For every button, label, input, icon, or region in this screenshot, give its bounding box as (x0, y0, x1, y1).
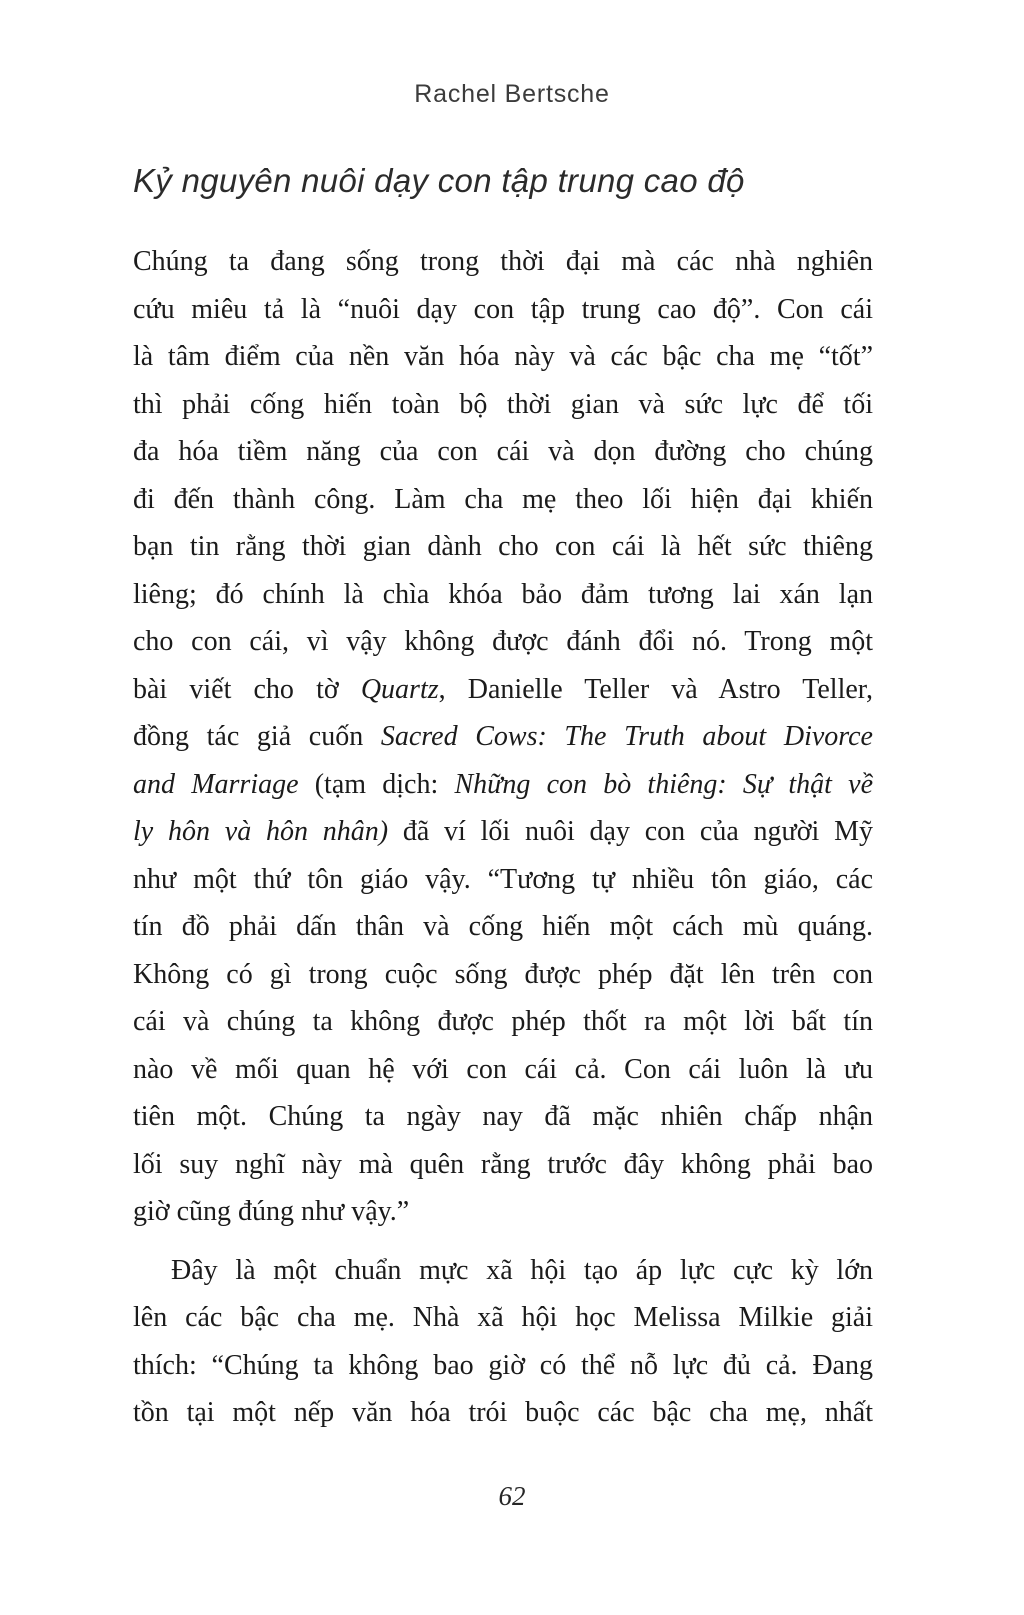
text-segment: Chúng ta đang sống trong thời đại mà các nhà nghiên (133, 246, 873, 277)
text-segment: thì phải cống hiến toàn bộ thời gian và sức lực để tối (133, 388, 873, 420)
text-segment: giờ cũng đúng như vậy.” (133, 1196, 410, 1227)
text-segment: như một thứ tôn giáo vậy. “Tương tự nhiều tôn giáo, các (133, 863, 873, 895)
text-segment: liêng; đó chính là chìa khóa bảo đảm tương lai xán lạn (133, 578, 873, 610)
text-segment: đồng tác giả cuốn (133, 721, 381, 752)
text-line (133, 381, 873, 429)
text-segment: thích: “Chúng ta không bao giờ có thể nỗ lực đủ cả. Đang (133, 1349, 873, 1381)
text-line (133, 903, 873, 951)
text-segment: and Marriage (133, 768, 299, 800)
text-line (133, 1188, 873, 1236)
text-segment: là tâm điểm của nền văn hóa này và các bậc cha mẹ “tốt” (133, 341, 873, 372)
text-line (133, 998, 873, 1046)
text-segment: tồn tại một nếp văn hóa trói buộc các bậc cha mẹ, nhất (133, 1397, 873, 1428)
text-line (133, 476, 873, 524)
text-line (133, 808, 873, 856)
text-segment: cái và chúng ta không được phép thốt ra một lời bất tín (133, 1006, 873, 1037)
paragraph (133, 1247, 873, 1437)
text-segment: Quartz (360, 673, 439, 705)
text-segment: nào về mối quan hệ với con cái cả. Con cái luôn là ưu (133, 1053, 873, 1085)
text-line (133, 1046, 873, 1094)
text-segment: lối suy nghĩ này mà quên rằng trước đây không phải bao (133, 1148, 873, 1180)
text-line (133, 713, 873, 761)
text-segment: tiên một. Chúng ta ngày nay đã mặc nhiên chấp nhận (133, 1101, 873, 1132)
section-heading: Kỷ nguyên nuôi dạy con tập trung cao độ (133, 162, 745, 199)
text-line (133, 238, 873, 286)
text-segment: đã ví lối nuôi dạy con của người Mỹ (388, 816, 873, 847)
text-line (133, 618, 873, 666)
paragraph (133, 238, 873, 1236)
text-segment: bài viết cho tờ (133, 673, 361, 705)
text-segment: đa hóa tiềm năng của con cái và dọn đường cho chúng (133, 436, 873, 467)
body-text (133, 238, 873, 1437)
text-line (133, 856, 873, 904)
text-segment: (tạm dịch: (298, 768, 455, 800)
text-line (133, 761, 873, 809)
running-header-author: Rachel Bertsche (414, 80, 610, 108)
text-segment: bạn tin rằng thời gian dành cho con cái là hết sức thiêng (133, 531, 873, 562)
text-line (133, 1389, 873, 1437)
text-line (133, 951, 873, 999)
text-line (133, 1342, 873, 1390)
text-segment: Những con bò thiêng: Sự thật về (454, 768, 874, 800)
text-line (133, 1294, 873, 1342)
text-line (133, 666, 873, 714)
text-line (133, 523, 873, 571)
text-segment: đi đến thành công. Làm cha mẹ theo lối hiện đại khiến (133, 483, 873, 515)
text-segment: Sacred Cows: The Truth about Divorce (380, 721, 873, 752)
text-line (133, 1093, 873, 1141)
text-segment: tín đồ phải dấn thân và cống hiến một cách mù quáng. (133, 911, 873, 942)
text-segment: cứu miêu tả là “nuôi dạy con tập trung cao độ”. Con cái (133, 293, 873, 325)
text-line (133, 333, 873, 381)
text-segment: lên các bậc cha mẹ. Nhà xã hội học Melissa Milkie giải (133, 1302, 873, 1333)
text-line (133, 571, 873, 619)
text-line (133, 428, 873, 476)
text-line (133, 286, 873, 334)
page-number: 62 (498, 1481, 526, 1511)
text-line (133, 1247, 873, 1295)
text-segment: , Danielle Teller và Astro Teller, (438, 673, 873, 705)
text-segment: ly hôn và hôn nhân) (133, 816, 389, 847)
text-segment: Đây là một chuẩn mực xã hội tạo áp lực cực kỳ lớn (171, 1254, 873, 1286)
text-segment: cho con cái, vì vậy không được đánh đổi nó. Trong một (133, 626, 873, 657)
text-line (133, 1141, 873, 1189)
text-segment: Không có gì trong cuộc sống được phép đặt lên trên con (133, 958, 873, 990)
